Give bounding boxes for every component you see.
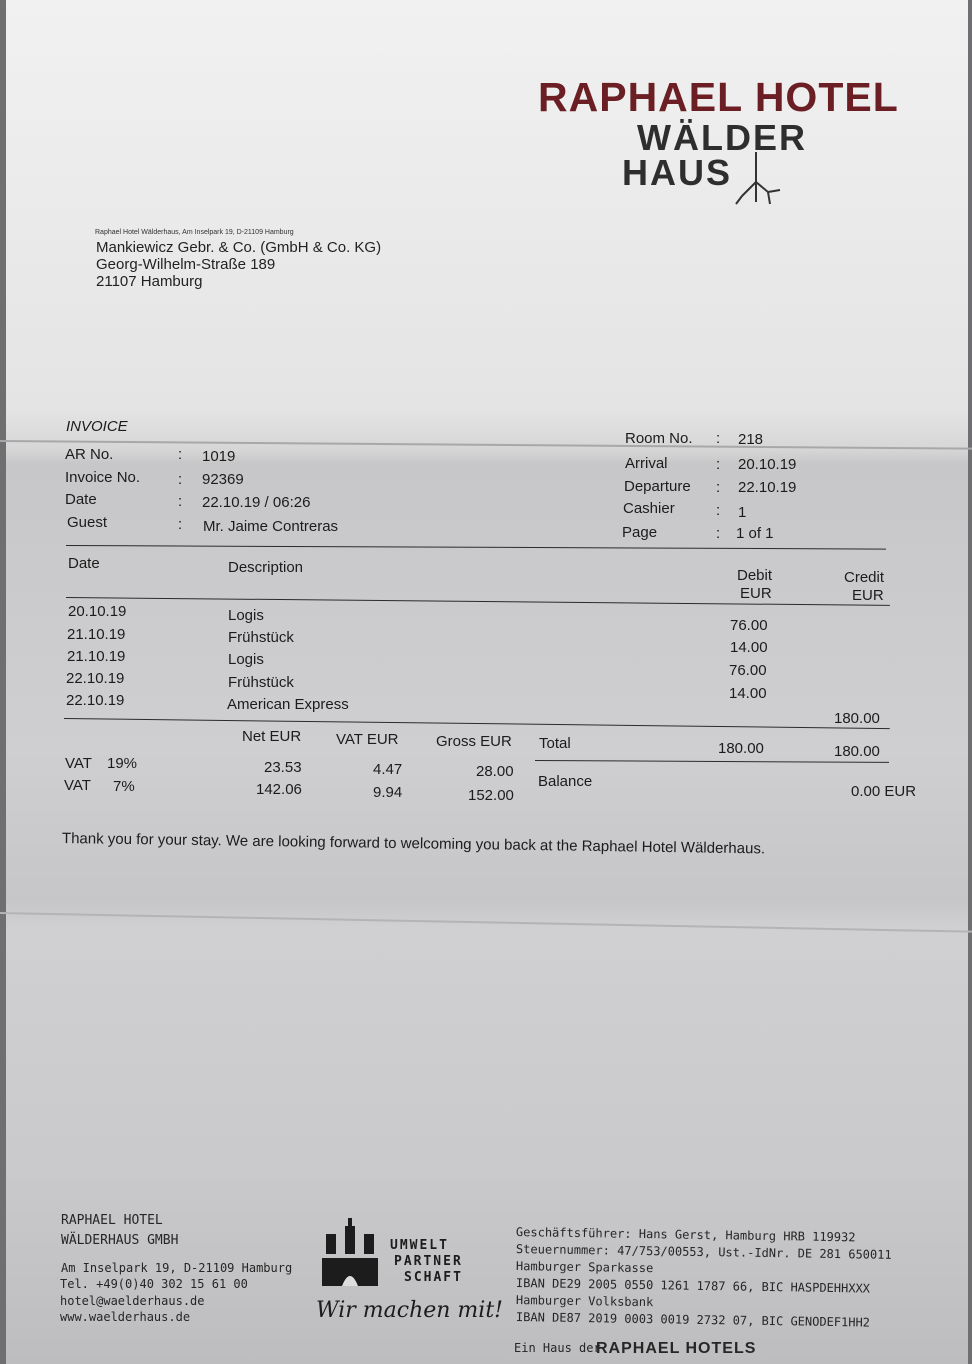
footer-legal-line: IBAN DE87 2019 0003 0019 2732 07, BIC GENODEF1HH2 bbox=[515, 1310, 871, 1330]
column-header-credit-currency: EUR bbox=[852, 587, 884, 604]
row-description: American Express bbox=[227, 696, 349, 713]
info-label: Cashier bbox=[623, 500, 675, 517]
row-description: Logis bbox=[228, 607, 264, 624]
info-value: 1 bbox=[738, 504, 747, 521]
row-debit: 76.00 bbox=[729, 662, 767, 679]
partner-line-2: PARTNER bbox=[394, 1254, 463, 1269]
column-header-credit: Credit bbox=[844, 569, 885, 586]
info-colon: : bbox=[178, 516, 183, 533]
info-value: Mr. Jaime Contreras bbox=[203, 518, 339, 535]
info-value: 1019 bbox=[202, 448, 236, 465]
footer-address: Am Inselpark 19, D-21109 Hamburg bbox=[61, 1261, 293, 1275]
row-date: 20.10.19 bbox=[68, 603, 127, 620]
info-colon: : bbox=[178, 493, 183, 510]
logo-line-2: WÄLDER bbox=[637, 117, 807, 158]
info-colon: : bbox=[716, 430, 721, 447]
total-label: Total bbox=[539, 735, 571, 752]
column-header-date: Date bbox=[68, 555, 100, 572]
invoice-paper bbox=[6, 0, 968, 1364]
balance-label: Balance bbox=[538, 773, 593, 790]
column-header-debit-currency: EUR bbox=[740, 585, 772, 602]
column-header-description: Description bbox=[228, 559, 304, 576]
partner-line-3: SCHAFT bbox=[404, 1270, 463, 1285]
info-value: 218 bbox=[738, 431, 764, 448]
hamburg-castle-icon bbox=[320, 1218, 380, 1290]
footer-legal-line: Steuernummer: 47/753/00553, Ust.-IdNr. DE 281 650011 bbox=[515, 1242, 892, 1262]
recipient-name: Mankiewicz Gebr. & Co. (GmbH & Co. KG) bbox=[96, 239, 382, 256]
vat-rate: 7% bbox=[113, 778, 135, 795]
footer-legal-line: IBAN DE29 2005 0550 1261 1787 66, BIC HASPDEHHXXX bbox=[515, 1276, 871, 1296]
footer-phone: Tel. +49(0)40 302 15 61 00 bbox=[60, 1277, 248, 1291]
footer-email: hotel@waelderhaus.de bbox=[60, 1294, 205, 1308]
info-label: Arrival bbox=[625, 455, 668, 472]
total-debit: 180.00 bbox=[718, 740, 764, 757]
row-date: 21.10.19 bbox=[67, 626, 126, 643]
row-description: Frühstück bbox=[228, 629, 294, 646]
info-label: Invoice No. bbox=[65, 469, 141, 486]
footer-brand: RAPHAEL HOTELS bbox=[596, 1340, 757, 1357]
row-date: 21.10.19 bbox=[67, 648, 126, 665]
vat-header-vat: VAT EUR bbox=[336, 731, 399, 748]
logo-line-1: RAPHAEL HOTEL bbox=[538, 74, 899, 120]
total-credit: 180.00 bbox=[834, 743, 880, 760]
footer-legal-line: Hamburger Sparkasse bbox=[515, 1259, 654, 1276]
info-colon: : bbox=[716, 502, 721, 519]
row-debit: 14.00 bbox=[730, 639, 768, 656]
vat-net: 142.06 bbox=[256, 781, 302, 798]
vat-amount: 9.94 bbox=[373, 784, 403, 801]
footer-website: www.waelderhaus.de bbox=[60, 1310, 191, 1324]
row-debit: 76.00 bbox=[730, 617, 768, 634]
info-value: 1 of 1 bbox=[736, 525, 774, 542]
footer-legal-line: Geschäftsführer: Hans Gerst, Hamburg HRB 119932 bbox=[515, 1225, 856, 1245]
info-colon: : bbox=[716, 479, 721, 496]
row-date: 22.10.19 bbox=[66, 692, 125, 709]
row-date: 22.10.19 bbox=[66, 670, 125, 687]
row-description: Logis bbox=[228, 651, 264, 668]
recipient-city: 21107 Hamburg bbox=[96, 273, 203, 290]
tree-roots-icon bbox=[728, 152, 788, 212]
row-debit: 14.00 bbox=[729, 685, 767, 702]
info-label: Guest bbox=[67, 514, 108, 531]
info-label: Date bbox=[65, 491, 97, 508]
vat-gross: 28.00 bbox=[476, 763, 514, 780]
info-value: 22.10.19 / 06:26 bbox=[202, 494, 311, 511]
balance-value: 0.00 EUR bbox=[851, 783, 917, 800]
vat-header-gross: Gross EUR bbox=[436, 733, 512, 750]
info-colon: : bbox=[178, 446, 183, 463]
info-label: Page bbox=[622, 524, 658, 541]
info-value: 92369 bbox=[202, 471, 244, 488]
vat-rate: 19% bbox=[107, 755, 138, 772]
vat-label: VAT bbox=[64, 777, 91, 794]
row-description: Frühstück bbox=[228, 674, 294, 691]
partner-line-1: UMWELT bbox=[390, 1238, 449, 1253]
invoice-title: INVOICE bbox=[66, 418, 128, 435]
info-colon: : bbox=[716, 525, 721, 542]
info-value: 22.10.19 bbox=[738, 479, 797, 496]
logo-line-3: HAUS bbox=[622, 152, 733, 193]
footer-company-line-2: WÄLDERHAUS GMBH bbox=[61, 1233, 179, 1248]
row-credit: 180.00 bbox=[834, 710, 880, 727]
vat-label: VAT bbox=[65, 755, 92, 772]
info-label: Departure bbox=[624, 478, 691, 495]
partner-slogan: Wir machen mit! bbox=[316, 1298, 503, 1323]
footer-company-line-1: RAPHAEL HOTEL bbox=[61, 1213, 163, 1228]
sender-line: Raphael Hotel Wälderhaus, Am Inselpark 19, D-21109 Hamburg bbox=[95, 229, 294, 236]
footer-legal-line: Hamburger Volksbank bbox=[515, 1293, 654, 1310]
vat-header-net: Net EUR bbox=[242, 728, 302, 745]
info-colon: : bbox=[178, 471, 183, 488]
thank-you-message: Thank you for your stay. We are looking forward to welcoming you back at the Raphael Hotel Wälderhaus. bbox=[61, 830, 766, 858]
info-value: 20.10.19 bbox=[738, 456, 797, 473]
recipient-street: Georg-Wilhelm-Straße 189 bbox=[96, 256, 276, 273]
info-label: AR No. bbox=[65, 446, 114, 463]
vat-net: 23.53 bbox=[264, 759, 302, 776]
vat-gross: 152.00 bbox=[468, 787, 514, 804]
vat-amount: 4.47 bbox=[373, 761, 403, 778]
info-label: Room No. bbox=[625, 430, 693, 447]
info-colon: : bbox=[716, 456, 721, 473]
column-header-debit: Debit bbox=[737, 567, 773, 584]
footer-haus-der: Ein Haus der bbox=[514, 1341, 601, 1355]
